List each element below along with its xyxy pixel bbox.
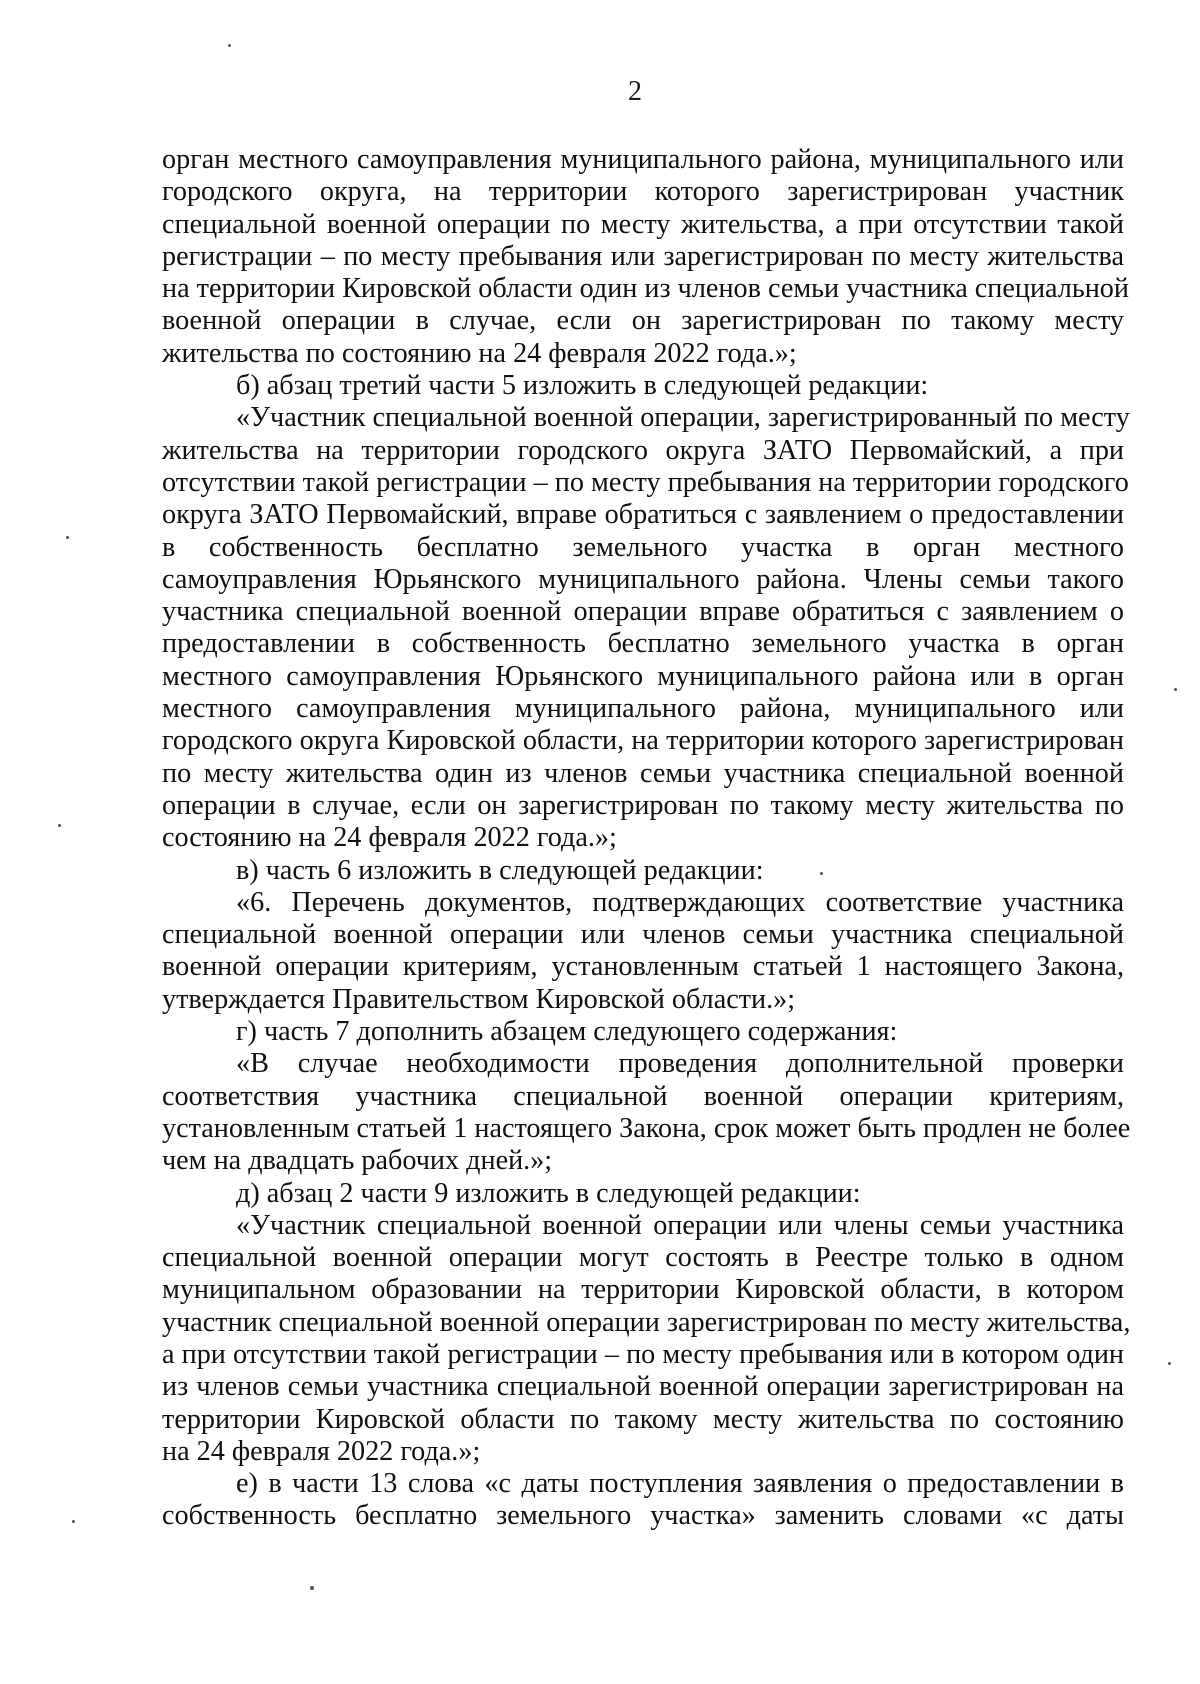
text-line: отсутствии такой регистрации – по месту пребывания на территории городского [162,466,1129,498]
text-line: военной операции в случае, если он зарегистрирован по такому месту [162,305,1124,337]
text-line: в собственность бесплатно земельного участка в орган местного [162,531,1124,563]
text-line: предоставлении в собственность бесплатно земельного участка в орган [162,628,1124,660]
text-line: установленным статьей 1 настоящего Закона, срок может быть продлен не более [162,1112,1131,1144]
text-line: «Участник специальной военной операции или члены семьи участника [236,1209,1124,1241]
text-line: округа ЗАТО Первомайский, вправе обратиться с заявлением о предоставлении [162,499,1124,531]
text-line: территории Кировской области по такому месту жительства по состоянию [162,1403,1124,1435]
scan-speck [66,536,69,539]
text-line: специальной военной операции или членов семьи участника специальной [162,919,1124,951]
text-line: специальной военной операции могут состоять в Реестре только в одном [162,1242,1124,1274]
scan-speck [1174,688,1177,691]
scan-speck [310,1586,314,1590]
text-line: утверждается Правительством Кировской области.»; [162,983,796,1015]
text-line: «В случае необходимости проведения дополнительной проверки [236,1048,1124,1080]
text-line: соответствия участника специальной военной операции критериям, [162,1080,1124,1112]
text-line: специальной военной операции по месту жительства, а при отсутствии такой [162,208,1124,240]
scan-speck [58,824,61,827]
scan-speck [1168,1362,1171,1365]
text-line: чем на двадцать рабочих дней.»; [162,1145,553,1177]
text-line: «6. Перечень документов, подтверждающих соответствие участника [236,886,1124,918]
text-line: регистрации – по месту пребывания или зарегистрирован по месту жительства [162,240,1124,272]
text-line: из членов семьи участника специальной военной операции зарегистрирован на [162,1371,1124,1403]
text-line: городского округа Кировской области, на территории которого зарегистрирован [162,725,1124,757]
text-line: в) часть 6 изложить в следующей редакции: [236,854,764,886]
text-line: местного самоуправления муниципального района, муниципального или [162,693,1124,725]
document-body [162,144,1131,1533]
text-line: «Участник специальной военной операции, зарегистрированный по месту [236,402,1130,434]
text-line: а при отсутствии такой регистрации – по месту пребывания или в котором один [162,1338,1124,1370]
text-line: д) абзац 2 части 9 изложить в следующей редакции: [236,1177,861,1209]
scan-speck [820,872,823,875]
text-line: военной операции критериям, установленным статьей 1 настоящего Закона, [162,951,1124,983]
text-line: местного самоуправления Юрьянского муниципального района или в орган [162,660,1124,692]
text-line: самоуправления Юрьянского муниципального района. Члены семьи такого [162,563,1124,595]
text-line: по месту жительства один из членов семьи участника специальной военной [162,757,1124,789]
text-line: муниципальном образовании на территории Кировской области, в котором [162,1274,1124,1306]
text-line: собственность бесплатно земельного участка» заменить словами «с даты [162,1500,1124,1532]
text-line: орган местного самоуправления муниципального района, муниципального или [162,144,1124,175]
text-line: на 24 февраля 2022 года.»; [162,1435,481,1467]
text-line: г) часть 7 дополнить абзацем следующего содержания: [236,1016,898,1048]
text-line: е) в части 13 слова «с даты поступления заявления о предоставлении в [236,1468,1124,1500]
text-line: на территории Кировской области один из членов семьи участника специальной [162,273,1129,305]
text-line: участник специальной военной операции зарегистрирован по месту жительства, [162,1306,1131,1338]
text-line: городского округа, на территории которого зарегистрирован участник [162,176,1124,208]
text-line: жительства на территории городского округа ЗАТО Первомайский, а при [162,434,1124,466]
page-number: 2 [628,76,642,107]
text-line: участника специальной военной операции вправе обратиться с заявлением о [162,596,1124,628]
scan-speck [72,1520,75,1523]
text-line: б) абзац третий части 5 изложить в следующей редакции: [236,370,929,402]
text-line: жительства по состоянию на 24 февраля 2022 года.»; [162,337,797,369]
scan-speck [228,44,231,47]
text-line: операции в случае, если он зарегистрирован по такому месту жительства по [162,789,1124,821]
text-line: состоянию на 24 февраля 2022 года.»; [162,822,617,854]
